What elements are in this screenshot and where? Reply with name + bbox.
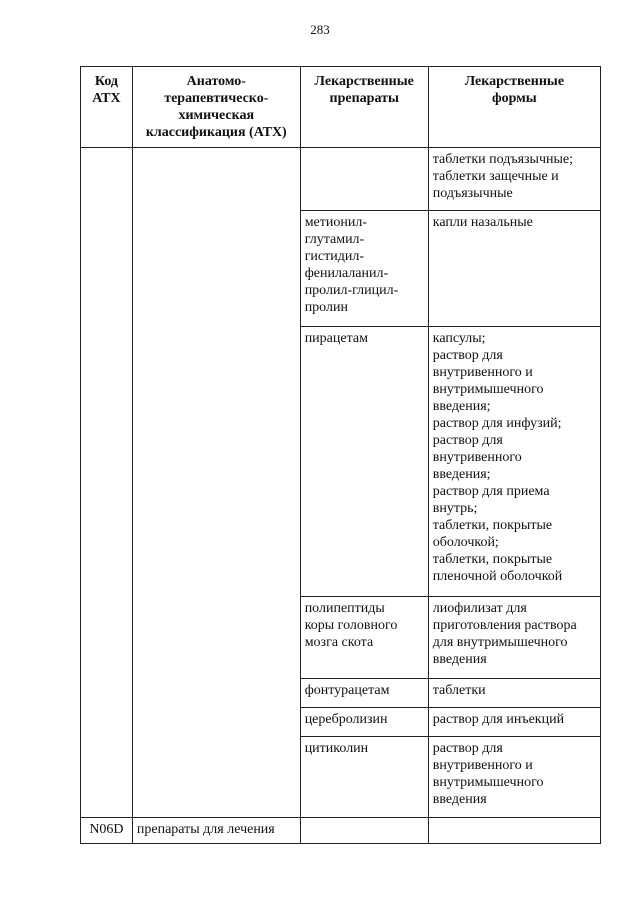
forms-cell: раствор для внутривенного и внутримышечного введения xyxy=(428,737,600,818)
header-drugs: Лекарственные препараты xyxy=(300,67,428,148)
header-classification: Анатомо- терапевтическо- химическая классификация (АТХ) xyxy=(132,67,300,148)
classification-cell-empty xyxy=(132,148,300,818)
forms-cell xyxy=(428,818,600,844)
atc-drug-table xyxy=(80,66,601,844)
page-number: 283 xyxy=(310,22,330,37)
forms-cell: лиофилизат для приготовления раствора для внутримышечного введения xyxy=(428,597,600,679)
forms-cell: капсулы; раствор для внутривенного и внутримышечного введения; раствор для инфузий; раствор для внутривенного введения; раствор для приема внутрь; таблетки, покрытые оболочкой; таблетки, покрытые пленочной оболочкой xyxy=(428,327,600,597)
code-cell-empty xyxy=(81,148,133,818)
forms-cell: таблетки подъязычные; таблетки защечные и подъязычные xyxy=(428,148,600,211)
classification-cell: препараты для лечения xyxy=(132,818,300,844)
drug-cell: пирацетам xyxy=(300,327,428,597)
table-row xyxy=(81,818,601,844)
forms-cell: таблетки xyxy=(428,679,600,708)
drug-cell: цитиколин xyxy=(300,737,428,818)
drug-cell xyxy=(300,148,428,211)
drug-cell: церебролизин xyxy=(300,708,428,737)
header-code: Код АТХ xyxy=(81,67,133,148)
table-row xyxy=(81,148,601,211)
forms-cell: раствор для инъекций xyxy=(428,708,600,737)
table-header-row xyxy=(81,67,601,148)
drug-cell: фонтурацетам xyxy=(300,679,428,708)
drug-cell: полипептиды коры головного мозга скота xyxy=(300,597,428,679)
atc-code-cell: N06D xyxy=(81,818,133,844)
drug-cell: метионил- глутамил- гистидил- фенилаланил- пролил-глицил- пролин xyxy=(300,211,428,327)
header-forms: Лекарственные формы xyxy=(428,67,600,148)
forms-cell: капли назальные xyxy=(428,211,600,327)
drug-cell xyxy=(300,818,428,844)
